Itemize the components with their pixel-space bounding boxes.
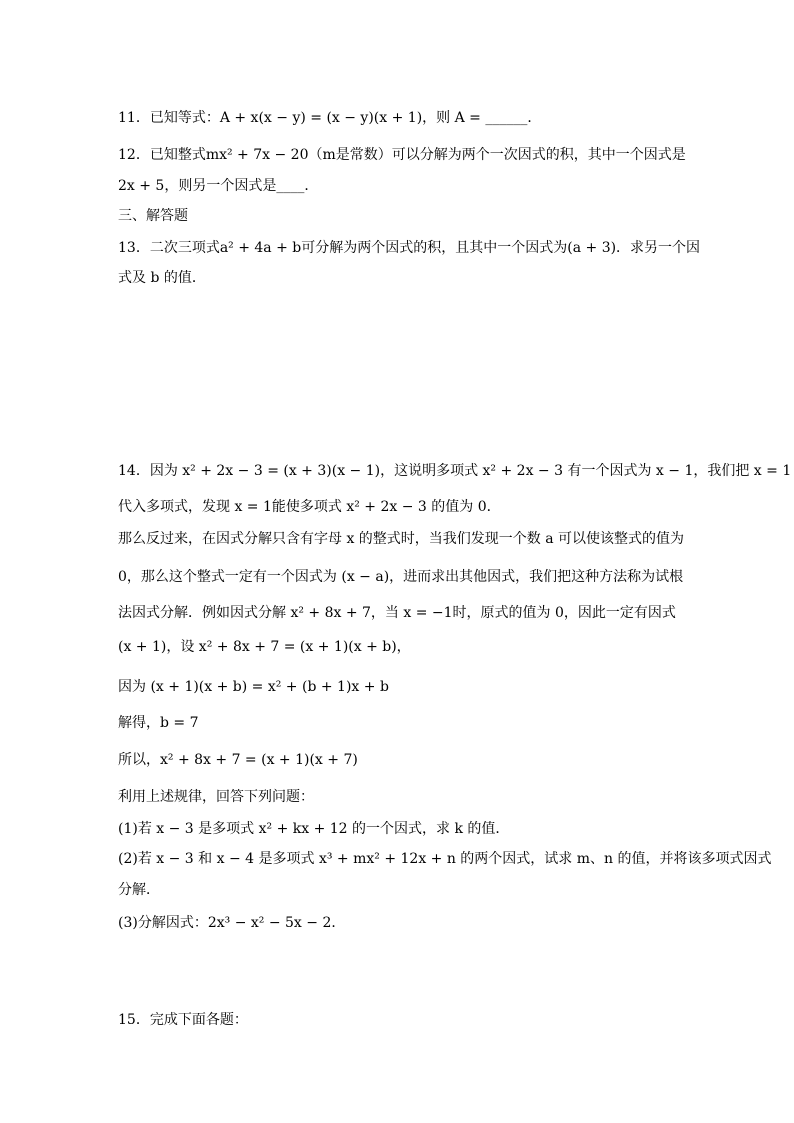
question-14-line-9: 所以，x² + 8x + 7 = (x + 1)(x + 7)	[118, 752, 358, 768]
question-13-line-1: 13．二次三项式a² + 4a + b可分解为两个因式的积，且其中一个因式为(a + 3)．求另一个因	[118, 240, 701, 256]
question-14-line-3: 那么反过来，在因式分解只含有字母 x 的整式时，当我们发现一个数 a 可以使该整式的值为	[118, 531, 685, 547]
question-14-sub-3: (3)分解因式：2x³ − x² − 5x − 2．	[118, 915, 346, 931]
question-12-line-2: 2x + 5，则另一个因式是____．	[118, 178, 319, 194]
question-14-line-10: 利用上述规律，回答下列问题：	[118, 789, 314, 805]
question-12-line-1: 12．已知整式mx² + 7x − 20（m是常数）可以分解为两个一次因式的积，其中一个因式是	[118, 147, 686, 163]
question-14-line-2: 代入多项式，发现 x = 1能使多项式 x² + 2x − 3 的值为 0．	[118, 499, 501, 515]
question-11: 11．已知等式：A + x(x − y) = (x − y)(x + 1)，则 A = ______．	[118, 110, 542, 126]
question-15: 15．完成下面各题：	[118, 1012, 248, 1028]
question-14-line-8: 解得，b = 7	[118, 715, 199, 731]
question-14-line-1: 14．因为 x² + 2x − 3 = (x + 3)(x − 1)，这说明多项式 x² + 2x − 3 有一个因式为 x − 1，我们把 x = 1	[118, 463, 792, 479]
question-14-line-4: 0，那么这个整式一定有一个因式为 (x − a)，进而求出其他因式，我们把这种方法称为试根	[118, 569, 684, 585]
question-14-line-5: 法因式分解．例如因式分解 x² + 8x + 7，当 x = −1时，原式的值为 0，因此一定有因式	[118, 605, 676, 621]
question-14-line-7: 因为 (x + 1)(x + b) = x² + (b + 1)x + b	[118, 679, 389, 695]
section-heading: 三、解答题	[118, 208, 188, 224]
question-14-sub-1: (1)若 x − 3 是多项式 x² + kx + 12 的一个因式，求 k 的值．	[118, 821, 510, 837]
question-14-line-6: (x + 1)，设 x² + 8x + 7 = (x + 1)(x + b)，	[118, 639, 411, 655]
question-14-sub-2-line-1: (2)若 x − 3 和 x − 4 是多项式 x³ + mx² + 12x + n 的两个因式，试求 m、n 的值，并将该多项式因式	[118, 851, 772, 867]
question-13-line-2: 式及 b 的值．	[118, 270, 206, 286]
question-14-sub-2-line-2: 分解．	[118, 882, 160, 898]
